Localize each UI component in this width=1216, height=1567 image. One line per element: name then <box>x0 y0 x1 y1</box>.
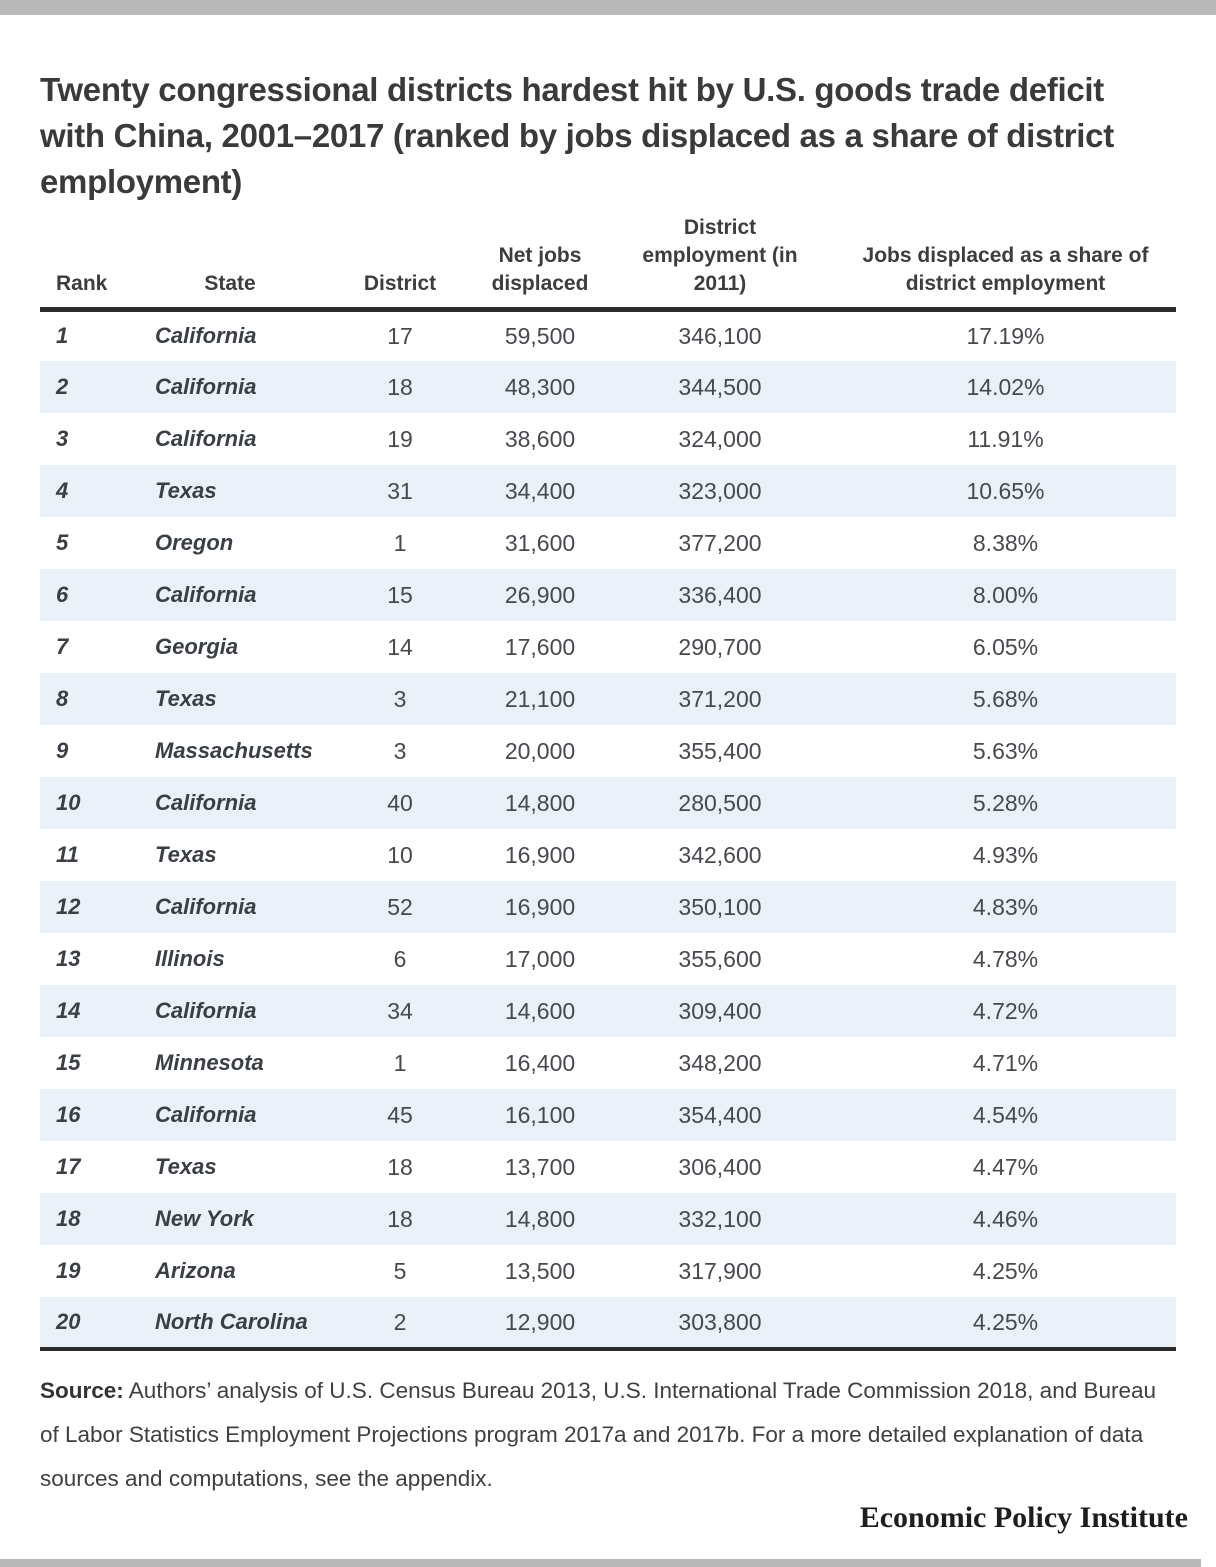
cell-share: 8.00% <box>972 581 1039 608</box>
cell-net-jobs-displaced: 16,900 <box>504 893 576 920</box>
table-row <box>40 777 1176 829</box>
bottom-border-bar <box>0 1559 1201 1567</box>
table-body <box>40 309 1176 1349</box>
cell-rank: 2 <box>56 374 69 399</box>
cell-net-jobs-displaced: 31,600 <box>504 529 576 556</box>
column-header-share <box>835 205 1176 309</box>
cell-net-jobs-displaced: 13,500 <box>504 1257 576 1284</box>
cell-state: Minnesota <box>155 1050 264 1075</box>
top-border-bar <box>0 0 1216 15</box>
cell-district: 18 <box>387 1153 413 1180</box>
cell-net-jobs-displaced: 16,400 <box>504 1049 576 1076</box>
cell-district-employment: 354,400 <box>678 1101 762 1128</box>
table-row <box>40 1089 1176 1141</box>
cell-rank: 1 <box>56 323 69 349</box>
table-row <box>40 569 1176 621</box>
table-row <box>40 881 1176 933</box>
cell-share: 4.83% <box>972 893 1039 920</box>
table-title: Twenty congressional districts hardest hit by U.S. goods trade deficit with China, 2001–2017 (ranked by jobs displaced as a share of district employment) <box>40 71 1114 200</box>
cell-district: 31 <box>387 477 413 504</box>
cell-share: 8.38% <box>972 529 1039 556</box>
cell-district: 40 <box>387 789 413 816</box>
cell-rank: 13 <box>56 946 81 971</box>
cell-district-employment: 303,800 <box>605 1297 835 1349</box>
cell-net-jobs-displaced: 20,000 <box>504 737 576 764</box>
cell-share: 5.28% <box>972 789 1039 816</box>
cell-share: 11.91% <box>967 425 1044 452</box>
cell-district: 10 <box>387 841 413 868</box>
cell-district: 18 <box>387 1205 413 1232</box>
header-row <box>40 205 1176 309</box>
cell-district-employment: 280,500 <box>678 789 762 816</box>
cell-rank: 14 <box>56 998 81 1023</box>
table-row <box>40 1193 1176 1245</box>
cell-state: Georgia <box>155 634 239 659</box>
source-text: Authors’ analysis of U.S. Census Bureau 2013, U.S. International Trade Commission 2018, and Bureau of Labor Statistics Employment Projections program 2017a and 2017b. For a more detailed explanation of data sources and computations, see the appendix. <box>40 1378 1157 1491</box>
cell-rank: 17 <box>56 1154 81 1179</box>
cell-share: 4.25% <box>972 1257 1039 1284</box>
cell-net-jobs-displaced: 14,800 <box>504 1205 576 1232</box>
column-header-district: District <box>325 205 475 309</box>
cell-state: Texas <box>155 478 217 503</box>
cell-share: 4.72% <box>972 997 1039 1024</box>
cell-district: 45 <box>387 1101 413 1128</box>
cell-district: 18 <box>387 373 413 400</box>
cell-district-employment: 355,400 <box>678 737 762 764</box>
cell-district-employment: 348,200 <box>678 1049 762 1076</box>
cell-rank: 11 <box>56 842 79 867</box>
cell-district-employment: 309,400 <box>678 997 762 1024</box>
cell-share: 14.02% <box>966 373 1045 400</box>
cell-state: New York <box>155 1206 255 1231</box>
cell-state: California <box>155 998 257 1023</box>
cell-district-employment: 342,600 <box>678 841 762 868</box>
cell-district: 2 <box>325 1297 475 1349</box>
cell-district: 1 <box>393 1049 407 1076</box>
table-row <box>40 1245 1176 1297</box>
cell-net-jobs-displaced: 26,900 <box>504 581 576 608</box>
cell-rank: 8 <box>56 686 69 711</box>
table-row <box>40 361 1176 413</box>
cell-share: 4.47% <box>972 1153 1039 1180</box>
cell-state: Oregon <box>155 530 234 555</box>
cell-share: 4.54% <box>972 1101 1039 1128</box>
cell-rank: 4 <box>56 478 69 503</box>
cell-rank: 3 <box>56 426 69 451</box>
cell-share: 4.46% <box>972 1205 1039 1232</box>
table-header <box>40 205 1176 309</box>
cell-district-employment: 306,400 <box>678 1153 762 1180</box>
cell-state: Texas <box>155 686 217 711</box>
cell-rank: 10 <box>56 790 81 815</box>
data-table <box>40 205 1176 1351</box>
cell-district-employment: 290,700 <box>678 633 762 660</box>
cell-net-jobs-displaced: 34,400 <box>504 477 576 504</box>
cell-state: California <box>155 790 257 815</box>
table-row <box>40 621 1176 673</box>
cell-net-jobs-displaced: 17,000 <box>504 945 576 972</box>
cell-share: 10.65% <box>966 477 1045 504</box>
publisher-wordmark: Economic Policy Institute <box>859 1501 1188 1534</box>
table-row <box>40 985 1176 1037</box>
table-row <box>40 517 1176 569</box>
cell-rank: 6 <box>56 582 69 607</box>
cell-rank: 15 <box>56 1050 81 1075</box>
cell-state: California <box>155 426 257 451</box>
cell-share: 5.68% <box>972 685 1039 712</box>
cell-state: Massachusetts <box>155 738 313 763</box>
cell-state: Texas <box>155 1154 217 1179</box>
column-header-district-employment-text: District employment (in 2011) <box>642 215 798 295</box>
cell-rank: 5 <box>56 530 69 555</box>
cell-net-jobs-displaced: 17,600 <box>504 633 576 660</box>
cell-rank: 20 <box>40 1297 135 1349</box>
column-header-state: State <box>135 205 325 309</box>
cell-district-employment: 324,000 <box>678 425 762 452</box>
cell-net-jobs-displaced: 21,100 <box>504 685 576 712</box>
cell-district-employment: 344,500 <box>678 373 762 400</box>
table-row <box>40 465 1176 517</box>
cell-state: Texas <box>155 842 217 867</box>
cell-state: Illinois <box>155 946 225 971</box>
column-header-net-jobs-displaced: Net jobs displaced <box>475 205 605 309</box>
cell-share: 5.63% <box>972 737 1039 764</box>
cell-state: California <box>155 323 257 349</box>
cell-district: 19 <box>387 425 413 452</box>
cell-net-jobs-displaced: 38,600 <box>504 425 576 452</box>
table-row <box>40 725 1176 777</box>
cell-net-jobs-displaced: 13,700 <box>504 1153 576 1180</box>
table-row <box>40 413 1176 465</box>
cell-net-jobs-displaced: 14,800 <box>504 789 576 816</box>
column-header-district-employment <box>605 205 835 309</box>
table-row <box>40 933 1176 985</box>
cell-share: 4.93% <box>972 841 1039 868</box>
table-row <box>40 1297 1176 1349</box>
cell-rank: 7 <box>56 634 69 659</box>
content-area <box>0 67 1216 1535</box>
cell-share: 4.78% <box>972 945 1039 972</box>
cell-district-employment: 336,400 <box>678 581 762 608</box>
cell-rank: 18 <box>56 1206 81 1231</box>
cell-share: 4.25% <box>835 1297 1176 1349</box>
cell-share: 6.05% <box>972 633 1039 660</box>
cell-net-jobs-displaced: 16,900 <box>504 841 576 868</box>
table-row <box>40 829 1176 881</box>
cell-state: California <box>155 582 257 607</box>
cell-net-jobs-displaced: 48,300 <box>504 373 576 400</box>
cell-rank: 19 <box>56 1258 81 1283</box>
cell-district: 17 <box>387 322 413 349</box>
table-row <box>40 1037 1176 1089</box>
source-label: Source: <box>40 1378 124 1403</box>
cell-share: 4.71% <box>972 1049 1039 1076</box>
cell-net-jobs-displaced: 59,500 <box>504 322 576 349</box>
cell-district: 14 <box>387 633 413 660</box>
cell-district-employment: 332,100 <box>678 1205 762 1232</box>
cell-district: 15 <box>387 581 413 608</box>
cell-state: California <box>155 374 257 399</box>
cell-net-jobs-displaced: 14,600 <box>504 997 576 1024</box>
source-note <box>40 1369 1176 1501</box>
cell-district: 1 <box>393 529 407 556</box>
table-row <box>40 673 1176 725</box>
cell-state: California <box>155 1102 257 1127</box>
column-header-share-text: Jobs displaced as a share of district employment <box>862 243 1149 295</box>
cell-district-employment: 346,100 <box>678 322 762 349</box>
cell-share: 17.19% <box>966 322 1045 349</box>
cell-net-jobs-displaced: 16,100 <box>504 1101 576 1128</box>
table-row <box>40 309 1176 361</box>
cell-district: 6 <box>393 945 407 972</box>
cell-district-employment: 350,100 <box>678 893 762 920</box>
cell-district: 3 <box>393 737 407 764</box>
cell-district: 3 <box>393 685 407 712</box>
cell-district-employment: 317,900 <box>678 1257 762 1284</box>
cell-state: California <box>155 894 257 919</box>
table-row <box>40 1141 1176 1193</box>
cell-rank: 12 <box>56 894 81 919</box>
cell-rank: 9 <box>56 738 69 763</box>
cell-district-employment: 355,600 <box>678 945 762 972</box>
cell-district-employment: 371,200 <box>678 685 762 712</box>
cell-rank: 16 <box>56 1102 81 1127</box>
column-header-rank: Rank <box>40 205 135 309</box>
cell-district: 52 <box>387 893 413 920</box>
cell-district-employment: 323,000 <box>678 477 762 504</box>
cell-state: Arizona <box>155 1258 236 1283</box>
cell-district: 34 <box>387 997 413 1024</box>
cell-state: North Carolina <box>135 1297 325 1349</box>
cell-district-employment: 377,200 <box>678 529 762 556</box>
cell-net-jobs-displaced: 12,900 <box>475 1297 605 1349</box>
cell-district: 5 <box>393 1257 407 1284</box>
